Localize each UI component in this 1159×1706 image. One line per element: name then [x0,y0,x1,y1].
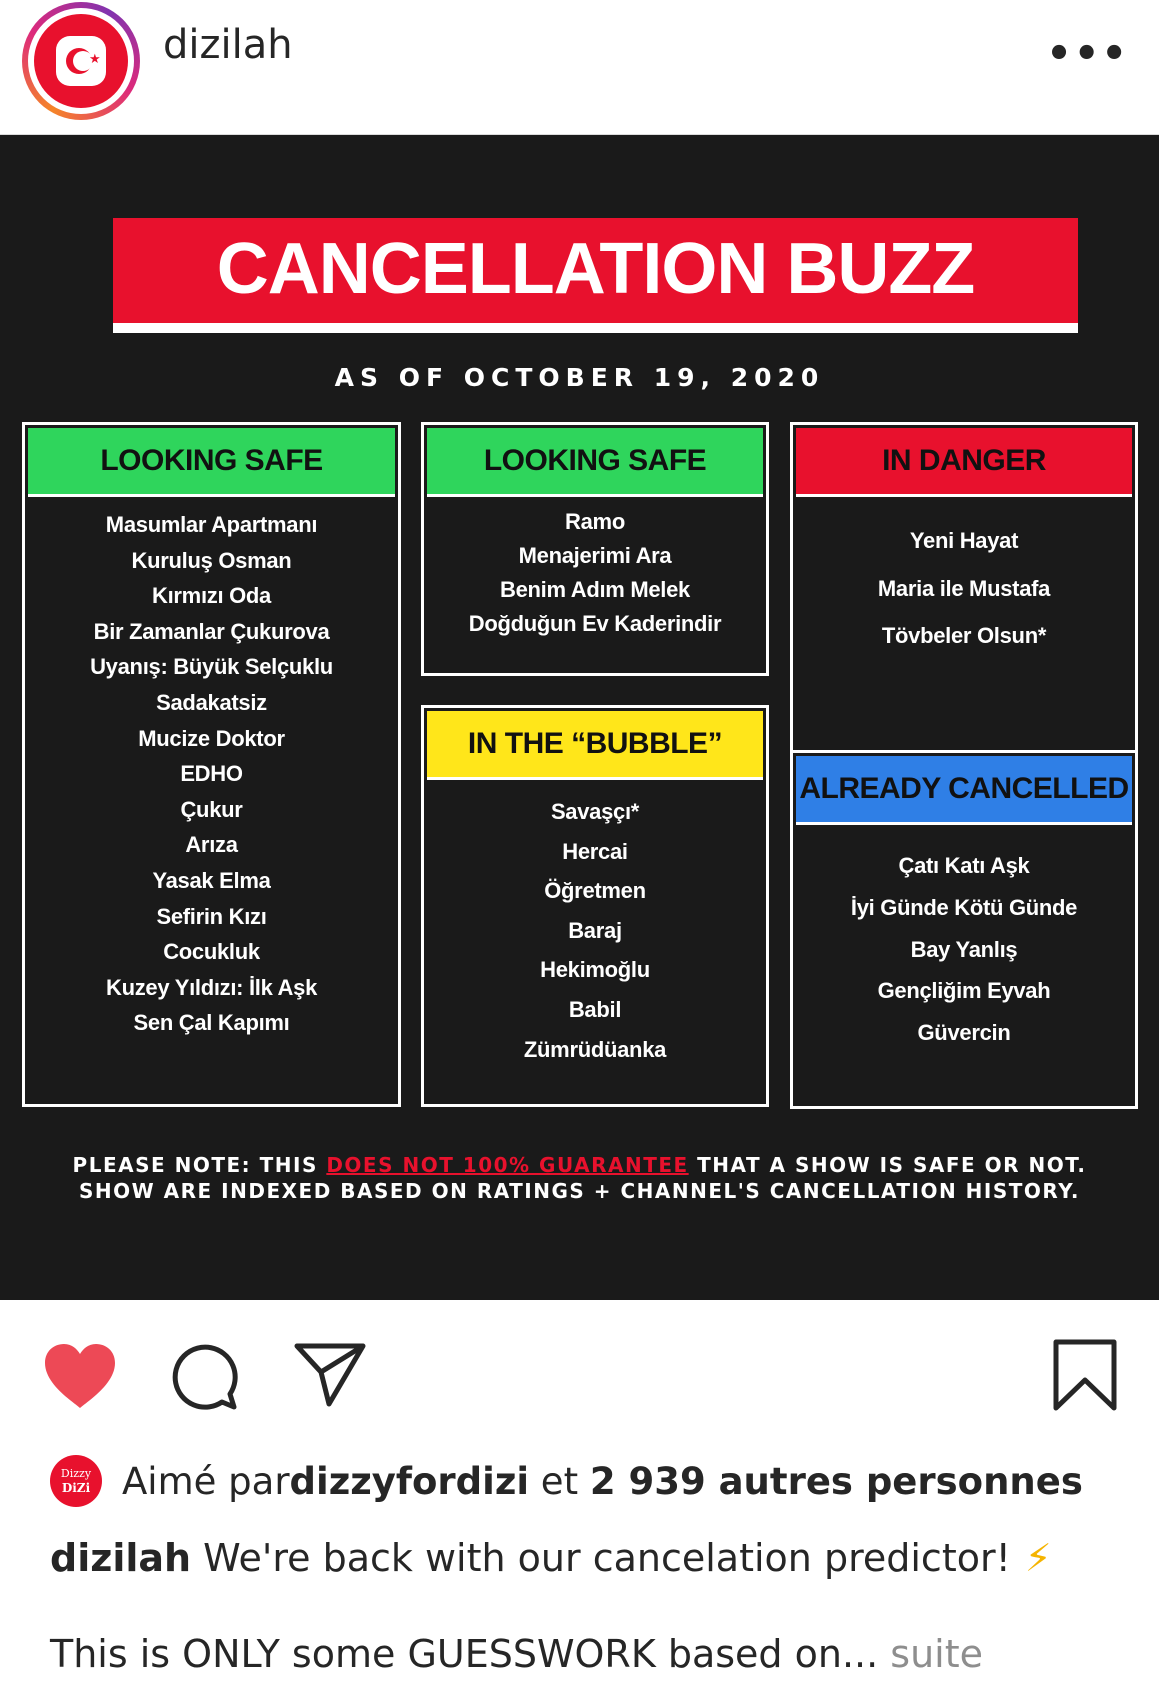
show-list [793,517,1135,660]
likes-line [50,1456,1083,1506]
action-bar [0,1300,1159,1440]
show-item: Benim Adım Melek [500,577,690,602]
show-item: Sen Çal Kapımı [133,1010,290,1036]
show-item: Cocukluk [163,939,260,965]
profile-avatar[interactable] [22,2,140,120]
show-item: Masumlar Apartmanı [105,512,318,537]
show-item: Güvercin [917,1020,1011,1046]
show-item: Zümrüdüanka [523,1036,667,1062]
post-title: CANCELLATION BUZZ [216,228,975,309]
more-options-icon[interactable]: ••• [1046,31,1129,77]
note-highlight: DOES NOT 100% GUARANTEE [326,1153,689,1177]
more-link[interactable]: suite [890,1632,984,1676]
comment-icon[interactable] [170,1342,240,1412]
likes-count[interactable]: 2 939 autres personnes [589,1459,1083,1503]
show-list [25,507,398,1041]
show-item: Babil [568,996,622,1022]
box-header: IN DANGER [796,428,1132,497]
show-item: Arıza [185,832,238,858]
liker-username[interactable]: dizzyfordizi [289,1459,530,1503]
caption-text: We're back with our cancelation predictor! [191,1536,1011,1580]
lightning-emoji-icon: ⚡ [1024,1536,1052,1580]
show-item: Kuzey Yıldızı: İlk Aşk [105,974,318,1000]
post-image[interactable] [0,135,1159,1300]
share-icon[interactable] [293,1342,367,1408]
show-item: Bir Zamanlar Çukurova [93,618,330,644]
post-date: AS OF OCTOBER 19, 2020 [334,363,825,392]
note-prefix: PLEASE NOTE: THIS [72,1153,327,1177]
box-header: LOOKING SAFE [427,428,763,497]
show-item: Menajerimi Ara [518,543,672,568]
likes-prefix: Aimé par [122,1459,290,1503]
caption [50,1536,1052,1580]
show-list [424,792,766,1069]
note-line-2: SHOW ARE INDEXED BASED ON RATINGS + CHANNEL'S CANCELLATION HISTORY. [79,1179,1080,1203]
show-item: İyi Günde Kötü Günde [850,894,1078,920]
play-logo-icon: ★ [56,36,106,86]
likes-middle: et [529,1459,590,1503]
show-list [424,505,766,641]
looking-safe-box-2 [421,422,769,676]
bookmark-icon[interactable] [1052,1338,1118,1412]
in-the-bubble-box [421,705,769,1107]
box-header: ALREADY CANCELLED [796,756,1132,825]
looking-safe-box-1 [22,422,401,1107]
show-item: Doğduğun Ev Kaderindir [468,611,722,636]
liker-avatar[interactable]: Dizzy DiZi [50,1455,102,1507]
show-item: Çatı Katı Aşk [898,853,1030,878]
show-item: Hercai [562,838,628,864]
show-item: Sadakatsiz [156,689,267,715]
caption-more [50,1632,983,1676]
caption-username[interactable]: dizilah [50,1536,192,1580]
already-cancelled-box [790,750,1138,1109]
show-item: Baraj [568,917,622,943]
username[interactable]: dizilah [163,22,293,68]
show-item: Tövbeler Olsun* [881,623,1047,648]
show-item: EDHO [180,761,243,787]
box-header: IN THE “BUBBLE” [427,711,763,780]
show-item: Hekimoğlu [540,957,650,983]
show-item: Kırmızı Oda [152,583,271,609]
show-item: Bay Yanlış [910,936,1018,962]
show-item: Öğretmen [544,878,646,904]
caption-truncated: This is ONLY some GUESSWORK based on... [50,1632,879,1676]
show-item: Yeni Hayat [909,528,1019,553]
heart-icon[interactable] [42,1342,118,1410]
show-item: Ramo [565,509,625,534]
box-header: LOOKING SAFE [28,428,395,497]
show-item: Sefirin Kızı [156,903,267,929]
show-item: Mucize Doktor [138,725,285,751]
show-item: Çukur [180,796,243,822]
show-item: Savaşçı* [550,799,640,824]
in-danger-box [790,422,1138,766]
show-list [793,845,1135,1054]
disclaimer-note [0,1152,1159,1204]
note-suffix: THAT A SHOW IS SAFE OR NOT. [688,1153,1087,1177]
show-item: Kuruluş Osman [131,547,292,573]
show-item: Yasak Elma [152,867,271,893]
show-item: Uyanış: Büyük Selçuklu [90,654,333,680]
post-header [0,0,1159,135]
title-banner [113,218,1078,333]
show-item: Maria ile Mustafa [877,575,1051,601]
show-item: Gençliğim Eyvah [877,978,1051,1004]
